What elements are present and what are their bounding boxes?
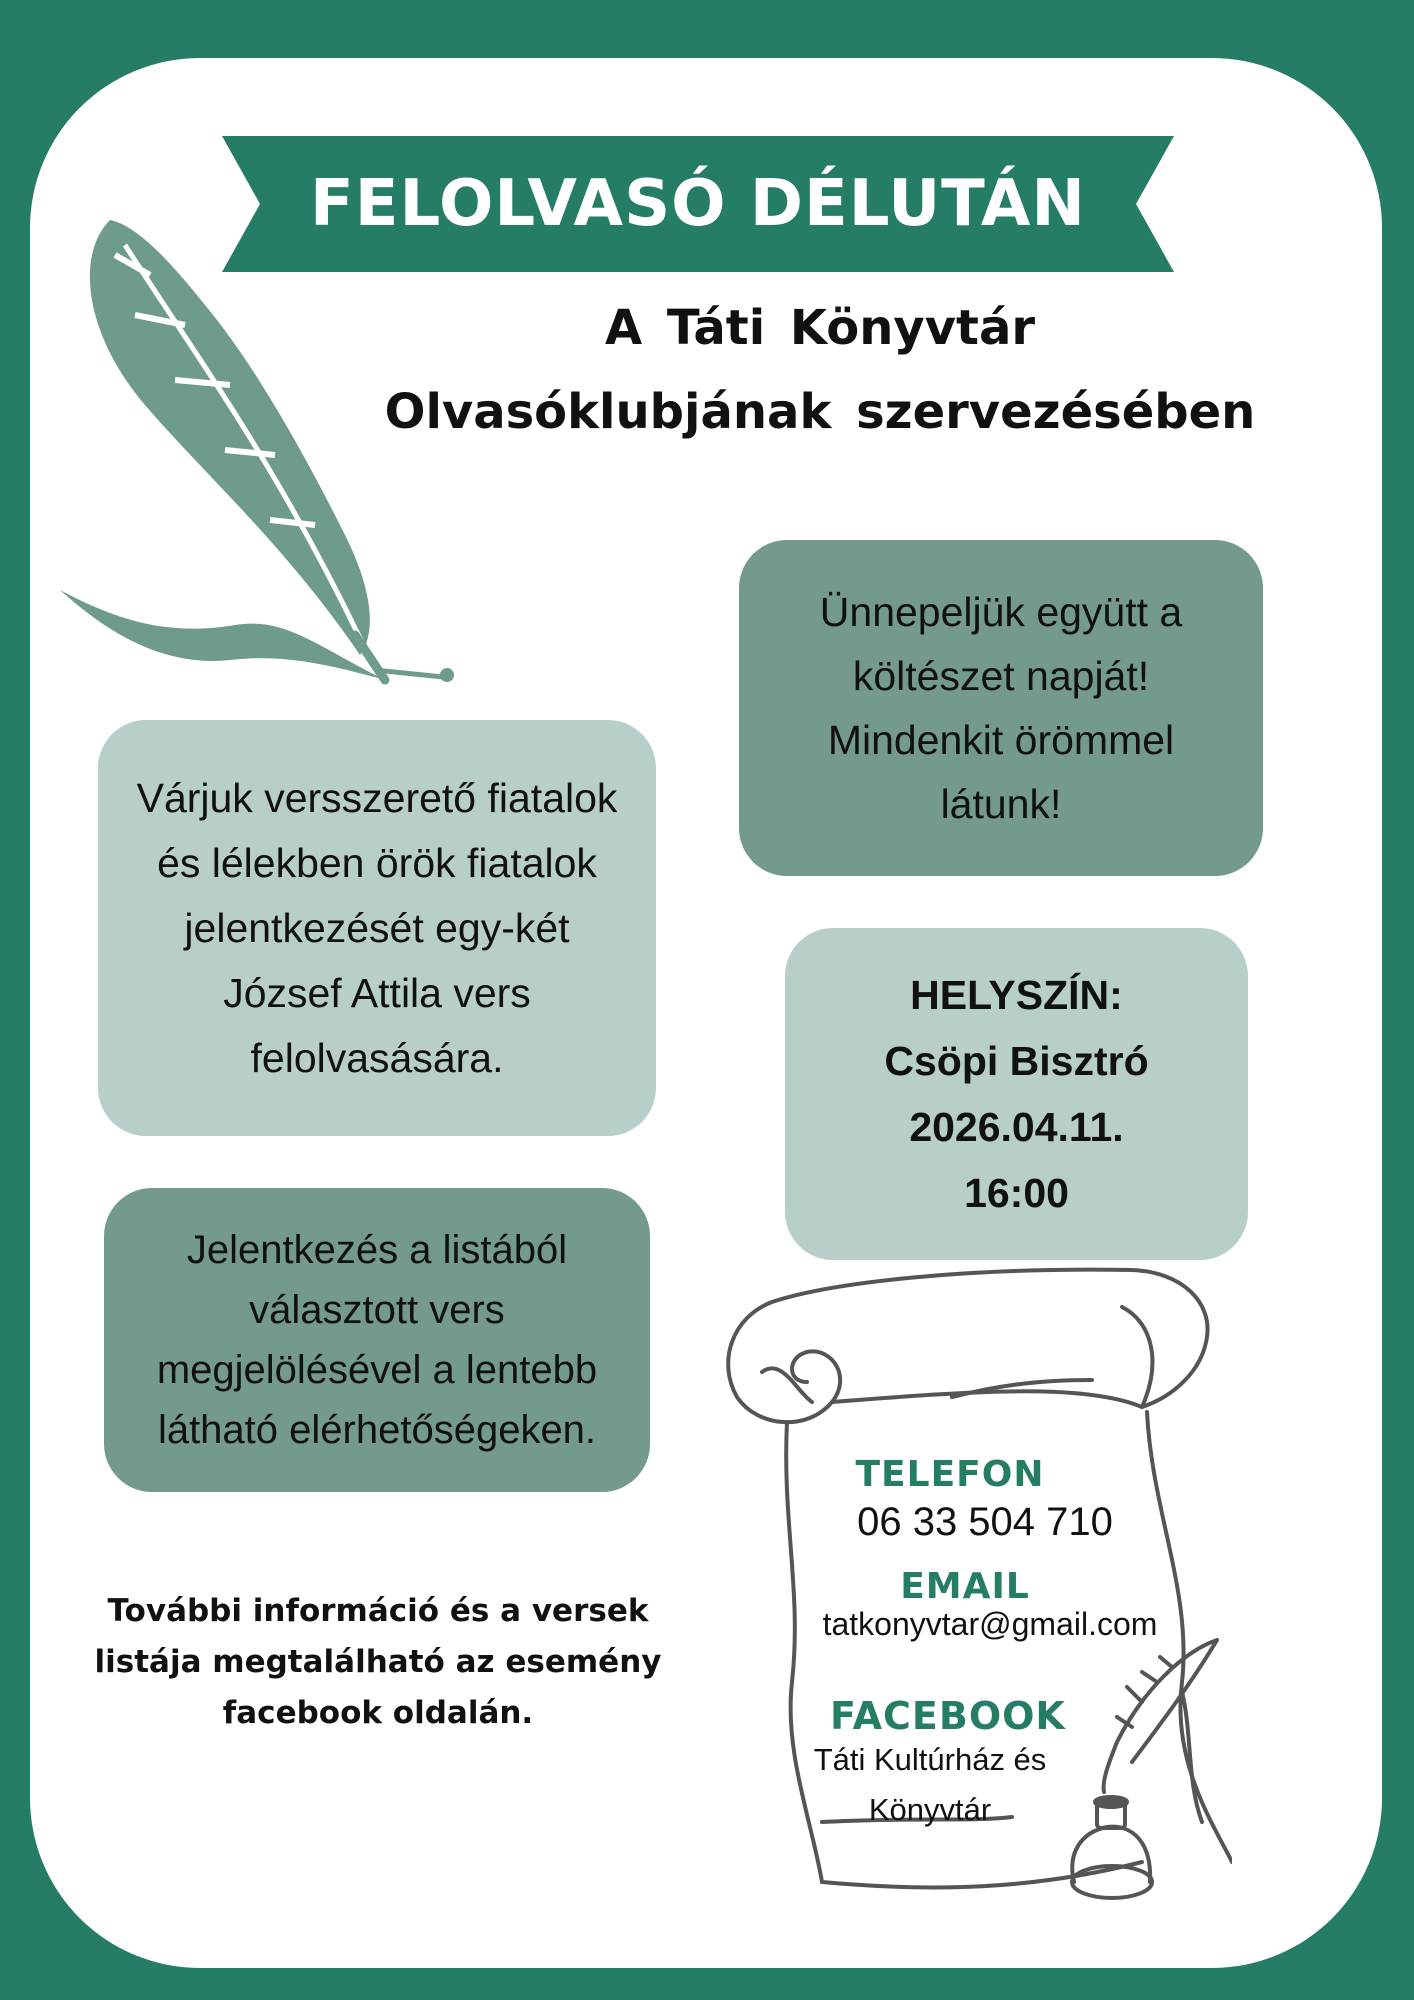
organizer-line-2: Olvasóklubjának szervezésében <box>384 384 1256 440</box>
signup-line: választott vers <box>249 1288 505 1332</box>
celebrate-line: költészet napját! <box>852 653 1150 699</box>
event-time: 16:00 <box>964 1170 1069 1216</box>
facebook-label: FACEBOOK <box>830 1694 1066 1738</box>
invitation-box <box>98 720 656 1136</box>
email-label: EMAIL <box>900 1566 1030 1607</box>
invitation-line: jelentkezését egy-két <box>184 904 570 951</box>
venue-name: Csöpi Bisztró <box>884 1038 1149 1084</box>
invitation-line: Várjuk versszerető fiatalok <box>136 774 618 821</box>
invitation-line: és lélekben örök fiatalok <box>157 839 597 886</box>
more-info-line: További információ és a versek <box>107 1593 649 1629</box>
phone-number[interactable]: 06 33 504 710 <box>857 1500 1113 1544</box>
celebrate-message-box <box>739 540 1263 876</box>
signup-line: Jelentkezés a listából <box>186 1228 568 1272</box>
more-info-line: facebook oldalán. <box>222 1695 534 1731</box>
facebook-page-line-2[interactable]: Könyvtár <box>868 1792 992 1827</box>
location-box <box>785 928 1248 1260</box>
celebrate-line: Mindenkit örömmel <box>827 717 1175 763</box>
quill-pen-icon <box>55 215 475 699</box>
celebrate-line: látunk! <box>940 781 1062 827</box>
more-info-text <box>88 1586 668 1739</box>
facebook-page-line-1[interactable]: Táti Kultúrház és <box>813 1742 1047 1777</box>
signup-line: látható elérhetőségeken. <box>157 1408 597 1452</box>
organizer-line-1: A Táti Könyvtár <box>605 300 1035 356</box>
signup-line: megjelölésével a lentebb <box>156 1348 598 1392</box>
event-date: 2026.04.11. <box>909 1104 1124 1150</box>
email-address[interactable]: tatkonyvtar@gmail.com <box>822 1606 1158 1642</box>
poster-title: FELOLVASÓ DÉLUTÁN <box>310 167 1086 241</box>
location-label: HELYSZÍN: <box>910 972 1123 1018</box>
celebrate-line: Ünnepeljük együtt a <box>819 589 1183 635</box>
signup-box <box>104 1188 650 1492</box>
invitation-line: József Attila vers <box>223 969 531 1016</box>
invitation-line: felolvasására. <box>250 1034 504 1081</box>
phone-label: TELEFON <box>855 1454 1045 1495</box>
more-info-line: listája megtalálható az esemény <box>94 1644 662 1680</box>
